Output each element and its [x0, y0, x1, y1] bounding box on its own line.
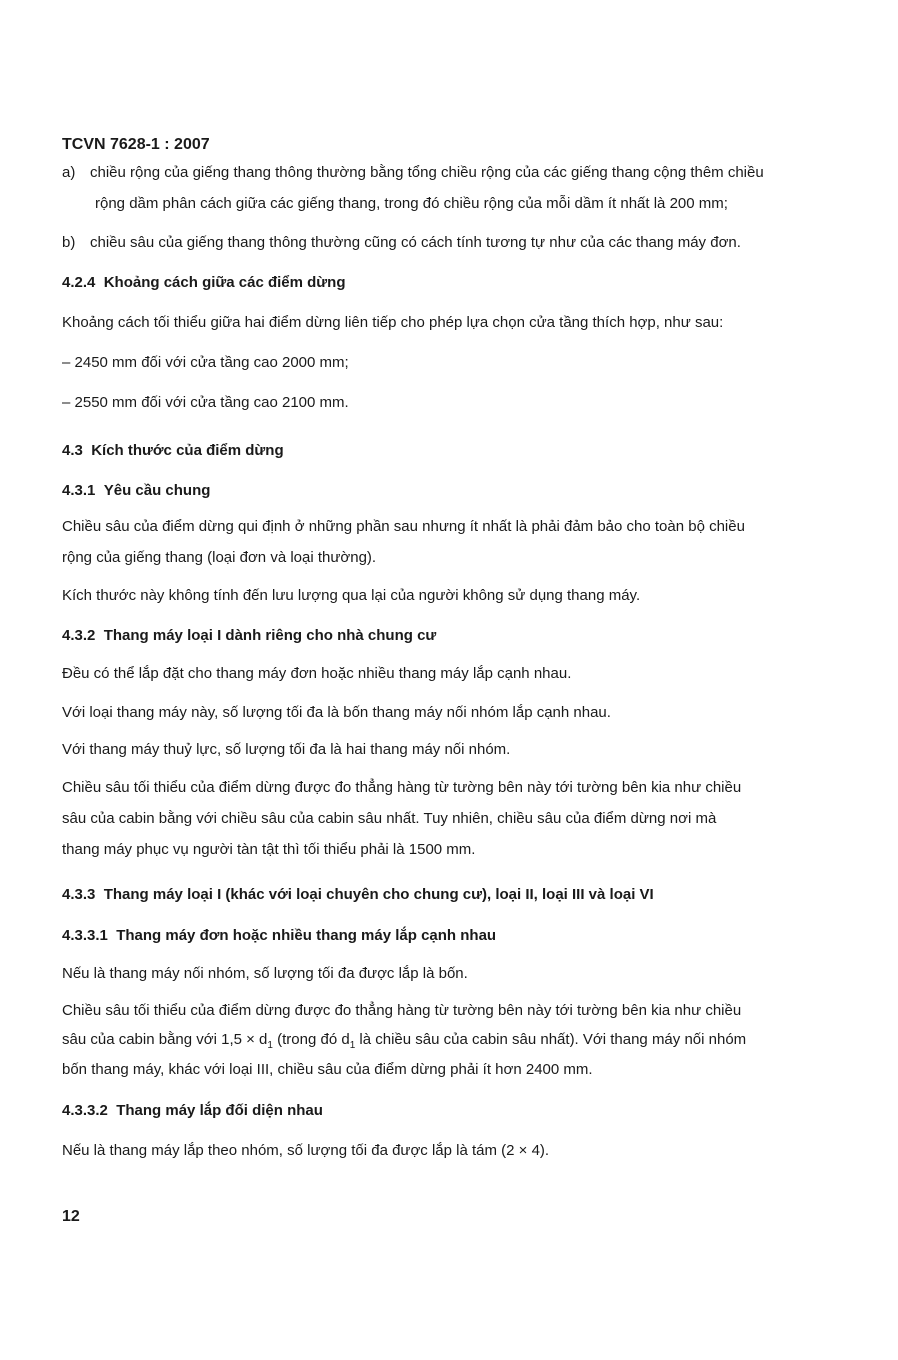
section-title: Khoảng cách giữa các điểm dừng — [103, 274, 346, 291]
dash-item: – 2450 mm đối với cửa tầng cao 2000 mm; — [62, 354, 349, 371]
section-title: Kích thước của điểm dừng — [91, 442, 284, 459]
list-label: a) — [62, 164, 76, 181]
paragraph: Kích thước này không tính đến lưu lượng qua lại của người không sử dụng thang máy. — [62, 587, 641, 604]
section-title: Yêu cầu chung — [103, 482, 211, 499]
dash-item: – 2550 mm đối với cửa tầng cao 2100 mm. — [62, 394, 349, 411]
section-number: 4.3.2 — [62, 627, 96, 644]
paragraph: sâu của cabin bằng với chiều sâu của cabin sâu nhất. Tuy nhiên, chiều sâu của điểm dừng nơi mà — [62, 810, 717, 827]
paragraph — [62, 1030, 746, 1050]
paragraph: Với loại thang máy này, số lượng tối đa là bốn thang máy nối nhóm lắp cạnh nhau. — [62, 704, 611, 721]
section-heading-4-3 — [62, 441, 284, 461]
paragraph: Với thang máy thuỷ lực, số lượng tối đa là hai thang máy nối nhóm. — [62, 741, 511, 758]
text-run: là chiều sâu của cabin sâu nhất). Với thang máy nối nhóm — [355, 1031, 747, 1048]
section-heading-4-3-3-1 — [62, 926, 496, 946]
section-number: 4.3.1 — [62, 482, 96, 499]
page-number: 12 — [62, 1208, 80, 1225]
paragraph: rộng của giếng thang (loại đơn và loại thường). — [62, 549, 377, 566]
list-text: chiều sâu của giếng thang thông thường cũng có cách tính tương tự như của các thang máy đơn. — [90, 234, 741, 251]
section-heading-4-2-4 — [62, 273, 346, 293]
paragraph: Chiều sâu tối thiểu của điểm dừng được đo thẳng hàng từ tường bên này tới tường bên kia như chiều — [62, 1002, 742, 1019]
paragraph: thang máy phục vụ người tàn tật thì tối thiểu phải là 1500 mm. — [62, 841, 476, 858]
section-heading-4-3-1 — [62, 481, 210, 501]
text-run: sâu của cabin bằng với 1,5 × d — [62, 1031, 268, 1048]
section-title: Thang máy loại I (khác với loại chuyên cho chung cư), loại II, loại III và loại VI — [103, 886, 654, 903]
section-number: 4.2.4 — [62, 274, 96, 291]
subscript: 1 — [267, 1040, 273, 1051]
section-heading-4-3-2 — [62, 626, 436, 646]
document-header: TCVN 7628-1 : 2007 — [62, 136, 210, 153]
subscript: 1 — [349, 1040, 356, 1051]
section-number: 4.3.3.1 — [62, 927, 108, 944]
list-label: b) — [62, 234, 76, 251]
paragraph: Chiều sâu của điểm dừng qui định ở những phần sau nhưng ít nhất là phải đảm bảo cho toàn bộ chiều — [62, 518, 745, 535]
section-title: Thang máy đơn hoặc nhiều thang máy lắp cạnh nhau — [116, 927, 497, 944]
paragraph: Nếu là thang máy nối nhóm, số lượng tối đa được lắp là bốn. — [62, 965, 468, 982]
paragraph: Nếu là thang máy lắp theo nhóm, số lượng tối đa được lắp là tám (2 × 4). — [62, 1142, 550, 1159]
section-number: 4.3 — [62, 442, 83, 459]
list-text: chiều rộng của giếng thang thông thường bằng tổng chiều rộng của các giếng thang cộng thêm chiều — [90, 164, 764, 181]
paragraph: Khoảng cách tối thiểu giữa hai điểm dừng liên tiếp cho phép lựa chọn cửa tầng thích hợp, như sau: — [62, 314, 724, 331]
section-title: Thang máy loại I dành riêng cho nhà chung cư — [103, 627, 437, 644]
section-heading-4-3-3-2 — [62, 1101, 323, 1121]
paragraph: Đều có thể lắp đặt cho thang máy đơn hoặc nhiều thang máy lắp cạnh nhau. — [62, 665, 572, 682]
text-run: (trong đó d — [272, 1031, 350, 1048]
list-text: rộng dầm phân cách giữa các giếng thang, trong đó chiều rộng của mỗi dầm ít nhất là 200 mm; — [95, 195, 728, 212]
paragraph: Chiều sâu tối thiểu của điểm dừng được đo thẳng hàng từ tường bên này tới tường bên kia như chiều — [62, 779, 742, 796]
section-number: 4.3.3 — [62, 886, 96, 903]
section-heading-4-3-3 — [62, 885, 654, 905]
section-title: Thang máy lắp đối diện nhau — [116, 1102, 323, 1119]
section-number: 4.3.3.2 — [62, 1102, 108, 1119]
paragraph: bốn thang máy, khác với loại III, chiều sâu của điểm dừng phải ít hơn 2400 mm. — [62, 1061, 593, 1078]
